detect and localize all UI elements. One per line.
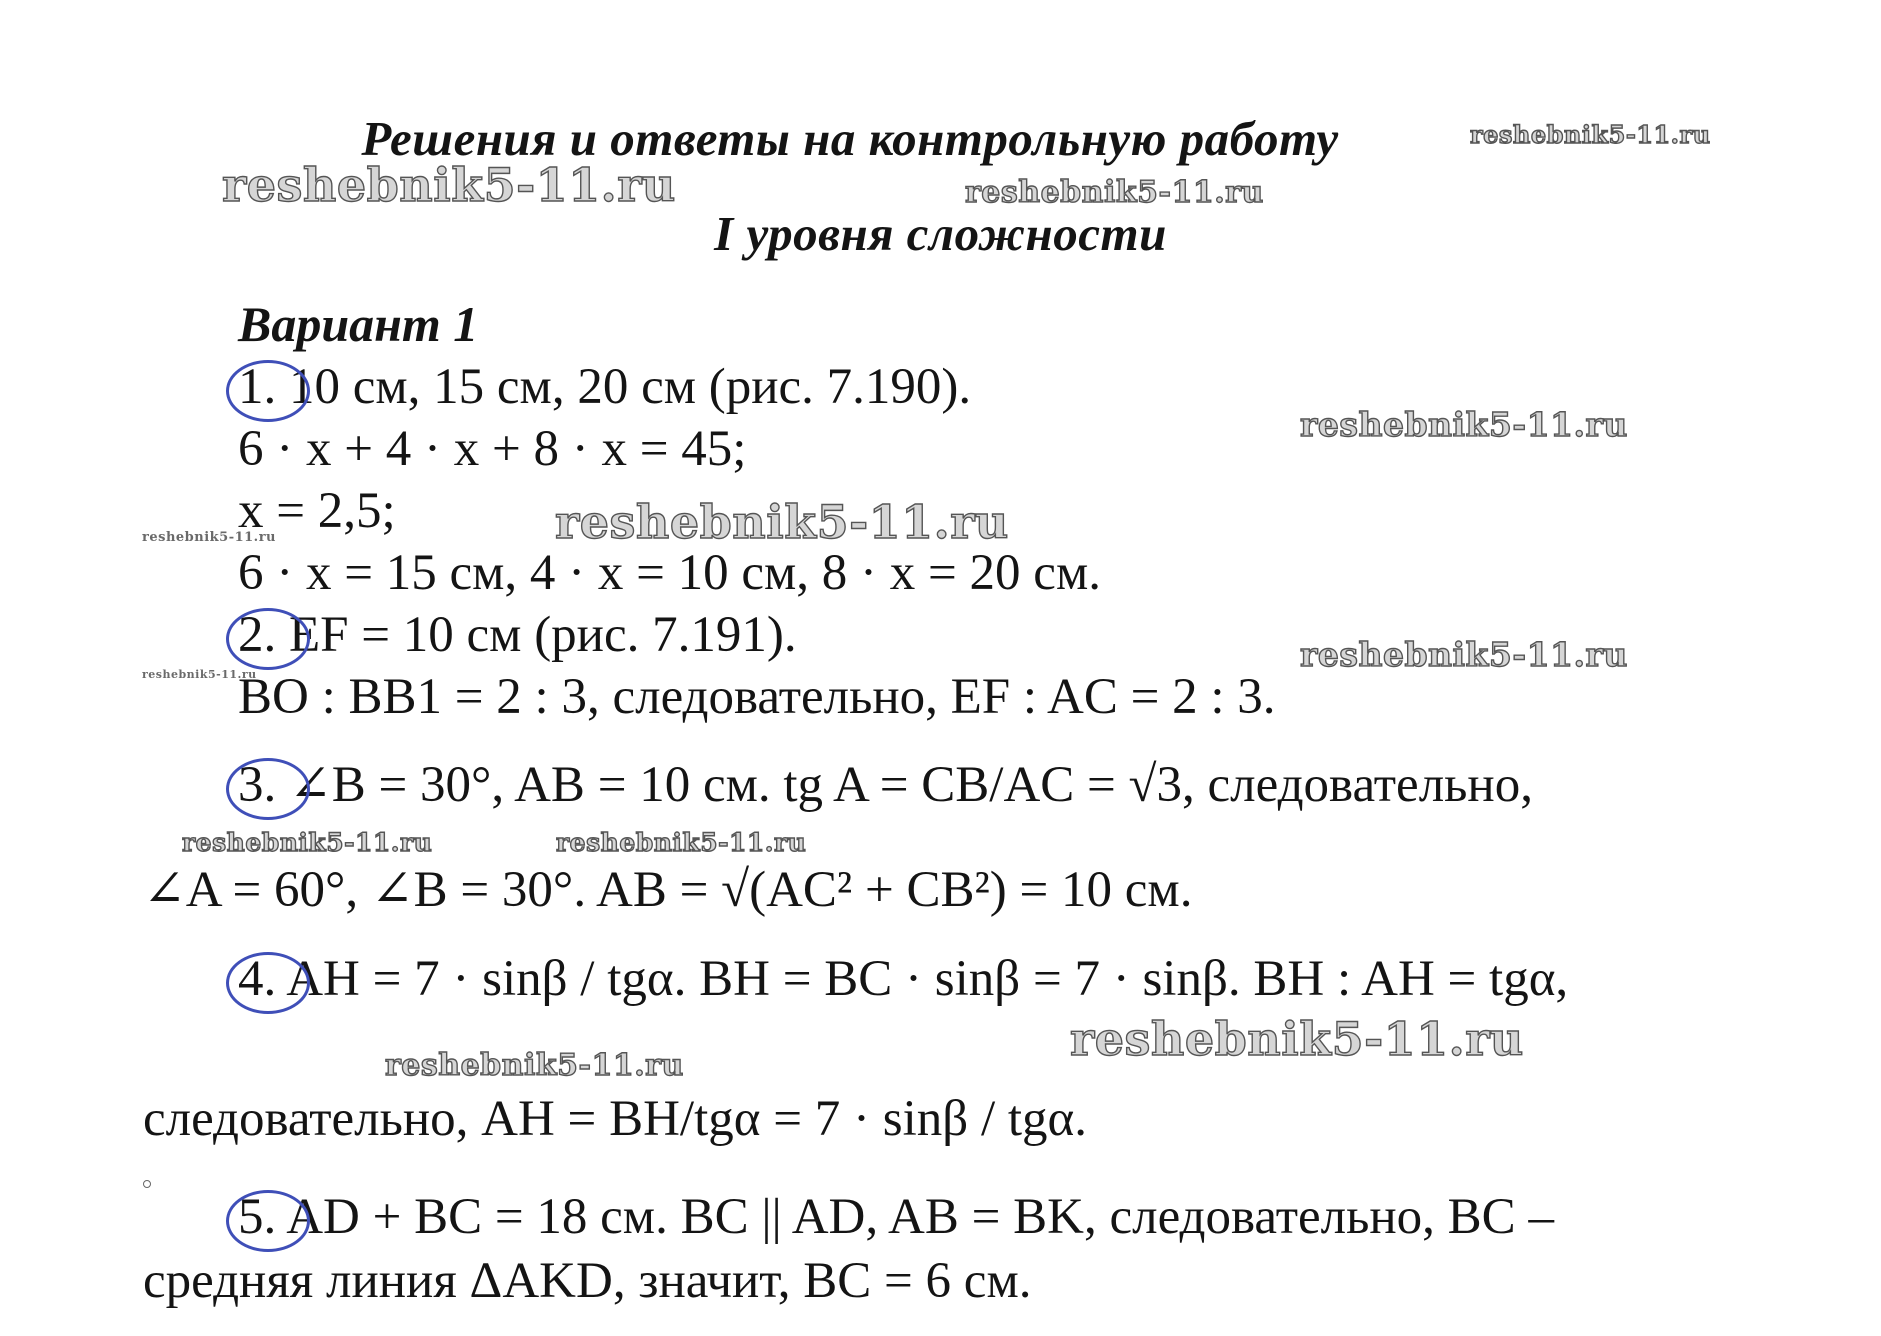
problem-text: 10 см, 15 см, 20 см (рис. 7.190). xyxy=(289,359,972,415)
problem-5 xyxy=(238,1188,1554,1246)
watermark: reshebnik5-11.ru xyxy=(222,158,676,212)
watermark: reshebnik5-11.ru xyxy=(1470,120,1711,149)
equation-line: 6 · x = 15 см, 4 · x = 10 см, 8 · x = 20 см. xyxy=(238,545,1101,601)
watermark: reshebnik5-11.ru xyxy=(556,828,807,857)
problem-1 xyxy=(238,358,971,416)
equation-line: ∠A = 60°, ∠B = 30°. AB = √(AC² + CB²) = 10 см. xyxy=(143,862,1193,918)
variant-heading: Вариант 1 xyxy=(238,296,479,352)
equation-line: средняя линия ΔAKD, значит, BC = 6 см. xyxy=(143,1253,1032,1309)
page-subtitle: I уровня сложности xyxy=(714,206,1167,261)
watermark: reshebnik5-11.ru xyxy=(1300,635,1628,674)
problem-text: ∠B = 30°, AB = 10 см. tg A = CB/AC = √3, следовательно, xyxy=(289,757,1533,813)
problem-text: EF = 10 см (рис. 7.191). xyxy=(289,607,797,663)
watermark: reshebnik5-11.ru xyxy=(1070,1012,1524,1066)
problem-3 xyxy=(238,755,1533,814)
equation-line: x = 2,5; xyxy=(238,483,396,539)
equation-line: следовательно, AH = BH/tgα = 7 · sinβ / tgα. xyxy=(143,1091,1087,1147)
watermark: reshebnik5-11.ru xyxy=(1300,405,1628,444)
watermark: reshebnik5-11.ru xyxy=(555,495,1009,549)
watermark: reshebnik5-11.ru xyxy=(142,530,277,545)
problem-number: 5. xyxy=(238,1189,277,1245)
watermark: reshebnik5-11.ru xyxy=(182,828,433,857)
problem-number: 3. xyxy=(238,757,277,813)
problem-text: AH = 7 · sinβ / tgα. BH = BC · sinβ = 7 · sinβ. BH : AH = tgα, xyxy=(286,951,1569,1007)
problem-number: 4. xyxy=(238,951,277,1007)
watermark: reshebnik5-11.ru xyxy=(142,668,257,681)
equation-line: BO : BB1 = 2 : 3, следовательно, EF : AC = 2 : 3. xyxy=(238,669,1276,725)
stray-dot xyxy=(143,1180,151,1188)
problem-number: 1. xyxy=(238,359,277,415)
problem-2 xyxy=(238,606,797,664)
problem-4 xyxy=(238,950,1568,1008)
problem-number: 2. xyxy=(238,607,277,663)
page-title: Решения и ответы на контрольную работу xyxy=(361,111,1339,166)
problem-text: AD + BC = 18 см. BC || AD, AB = BK, следовательно, BC – xyxy=(286,1189,1554,1245)
equation-line: 6 · x + 4 · x + 8 · x = 45; xyxy=(238,421,747,477)
watermark: reshebnik5-11.ru xyxy=(385,1048,684,1083)
watermark: reshebnik5-11.ru xyxy=(965,175,1264,210)
